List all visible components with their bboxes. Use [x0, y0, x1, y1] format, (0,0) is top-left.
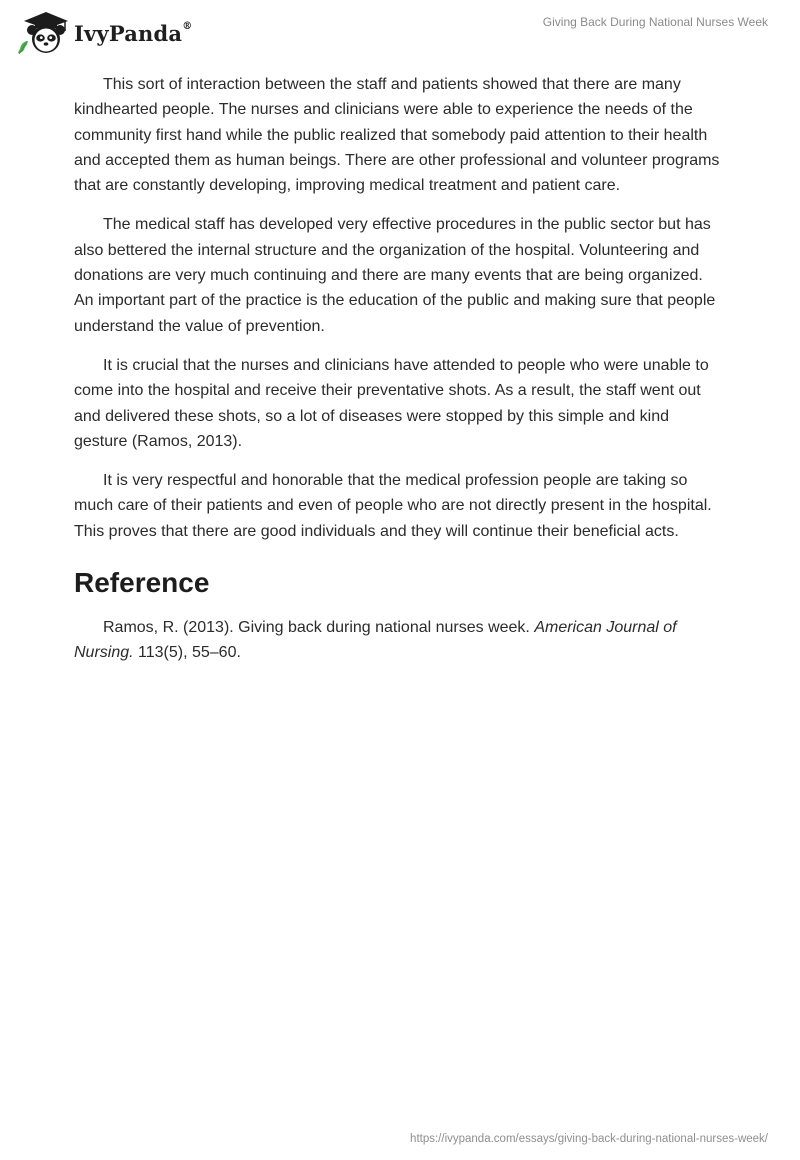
ivypanda-logo[interactable] — [16, 8, 192, 56]
paragraph-3: It is crucial that the nurses and clinicians have attended to people who were unable to come into the hospital and receive their preventative shots. As a result, the staff went out and delivered these shots, so a lot of diseases were stopped by this simple and kind gesture (Ramos, 2013). — [74, 356, 709, 450]
paragraph-4: It is very respectful and honorable that the medical profession people are taking so much care of their patients and even of people who are not directly present in the hospital. This proves that there are good individuals and they will continue their beneficial acts. — [74, 472, 712, 540]
reference-volume-pages: 113(5), 55–60. — [138, 644, 241, 662]
brand-name-text: IvyPanda — [74, 20, 183, 46]
panda-graduate-icon — [16, 8, 72, 56]
paragraph-2: The medical staff has developed very effective procedures in the public sector but has also bettered the internal structure and the organization of the hospital. Volunteering and donations are very much continuing and there are many events that are being organized. An important part of the practice is the education of the public and making sure that people understand the value of prevention. — [74, 216, 716, 335]
paragraph-1: This sort of interaction between the staff and patients showed that there are many kindhearted people. The nurses and clinicians were able to experience the needs of the community first hand while the public realized that somebody paid attention to their health and accepted them as human beings. There are other professional and volunteer programs that are constantly developing, improving medical treatment and patient care. — [74, 76, 720, 195]
brand-name — [74, 21, 192, 46]
document-title: Giving Back During National Nurses Week — [542, 15, 768, 29]
source-url-link[interactable]: https://ivypanda.com/essays/giving-back-during-national-nurses-week/ — [410, 1133, 768, 1145]
registered-mark: ® — [182, 20, 193, 32]
reference-heading: Reference — [74, 567, 210, 599]
reference-entry — [74, 615, 724, 666]
reference-authors-title: Ramos, R. (2013). Giving back during national nurses week. — [103, 619, 530, 637]
page-header — [0, 0, 800, 60]
essay-content — [74, 72, 724, 680]
reference-journal: American Journal of Nursing. — [74, 619, 677, 662]
